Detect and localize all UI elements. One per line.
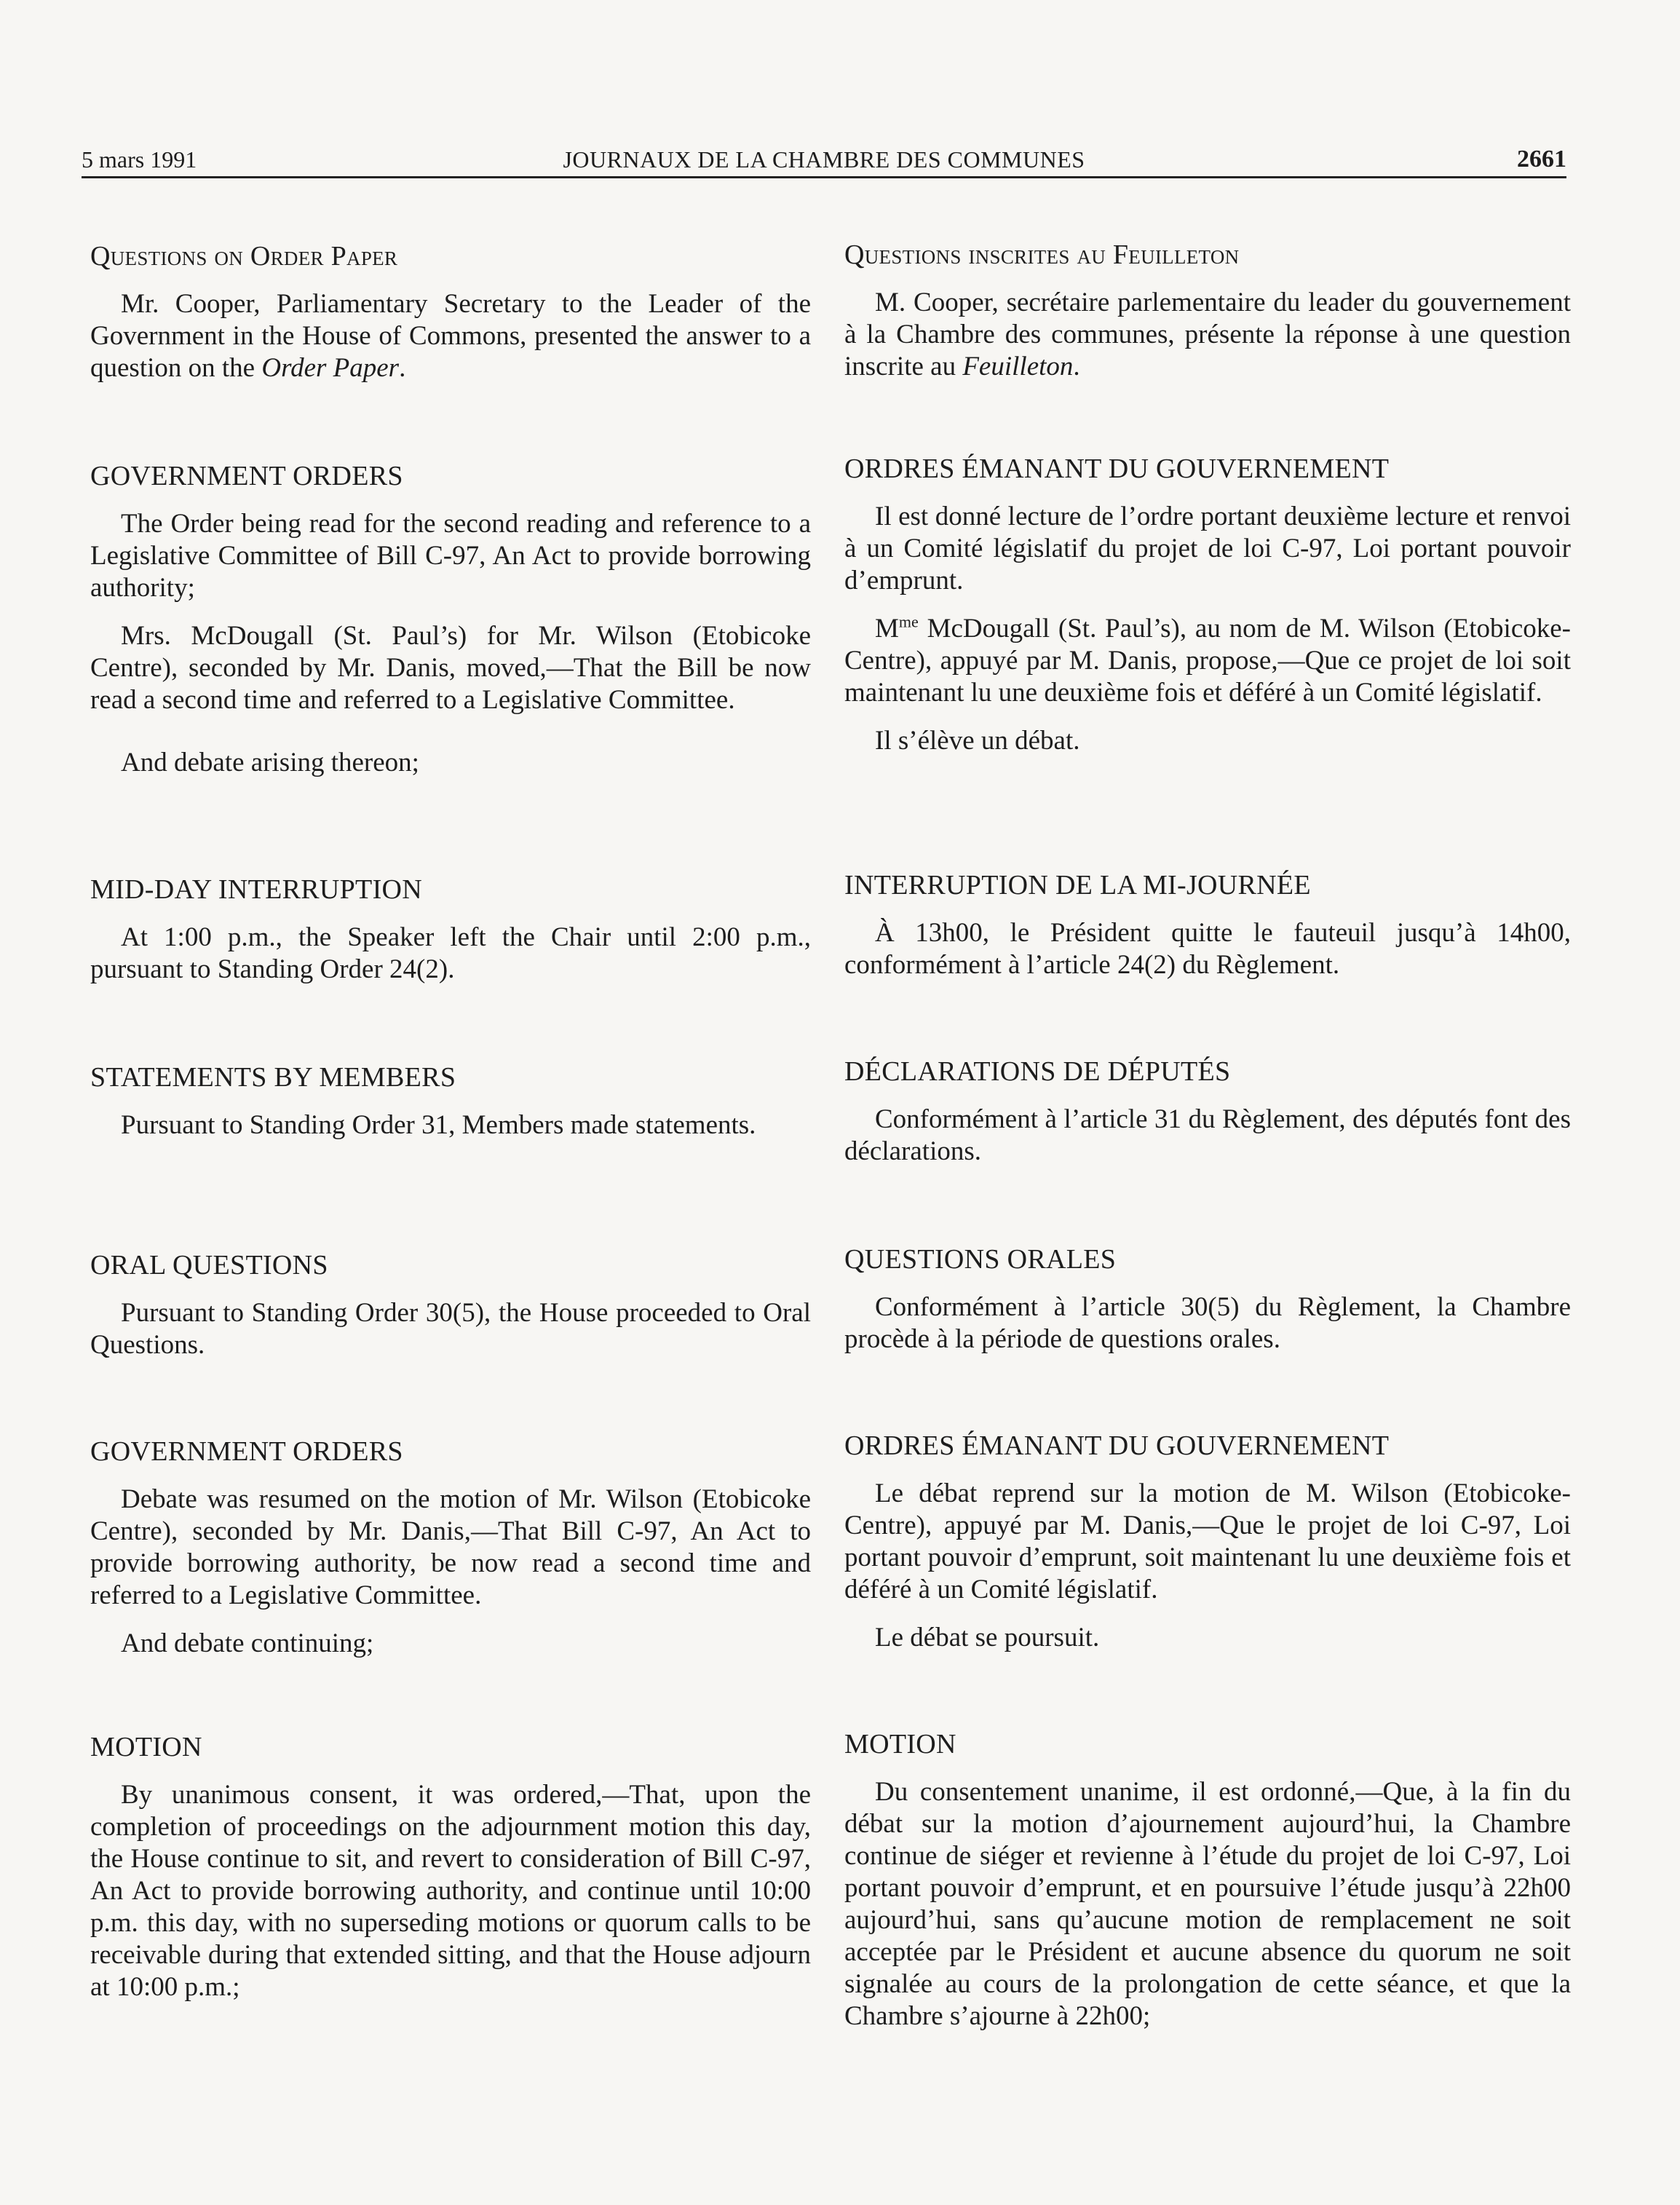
paragraph: Conformément à l’article 30(5) du Règlement, la Chambre procède à la période de questions orales. xyxy=(844,1292,1571,1354)
section-heading: DÉCLARATIONS DE DÉPUTÉS xyxy=(844,1056,1231,1087)
section-heading: Questions on Order Paper xyxy=(90,241,398,272)
header-date: 5 mars 1991 xyxy=(82,146,197,173)
section-government-orders-2 xyxy=(90,1436,811,1676)
paragraph: Il s’élève un débat. xyxy=(875,726,1080,756)
paragraph: At 1:00 p.m., the Speaker left the Chair until 2:00 p.m., pursuant to Standing Order 24(2). xyxy=(90,922,811,984)
paragraph: Conformément à l’article 31 du Règlement, des députés font des déclarations. xyxy=(844,1104,1571,1166)
section-ordres-gouvernement-1 xyxy=(844,453,1571,773)
section-heading: MOTION xyxy=(844,1729,956,1759)
section-statements-by-members xyxy=(90,1061,811,1157)
paragraph: The Order being read for the second reading and reference to a Legislative Committee of Bill C-97, An Act to provide borrowing authority; xyxy=(90,509,811,603)
paragraph: Debate was resumed on the motion of Mr. Wilson (Etobicoke Centre), seconded by Mr. Danis,—That Bill C-97, An Act to provide borrowing authority, be now read a second time and referred to a Legislative Committee. xyxy=(90,1484,811,1610)
section-heading: INTERRUPTION DE LA MI-JOURNÉE xyxy=(844,870,1311,900)
paragraph: Mrs. McDougall (St. Paul’s) for Mr. Wilson (Etobicoke Centre), seconded by Mr. Danis, moved,—That the Bill be now read a second time and referred to a Legislative Committee. xyxy=(90,621,811,715)
paragraph: Il est donné lecture de l’ordre portant deuxième lecture et renvoi à un Comité législatif du projet de loi C-97, Loi portant pouvoir d’emprunt. xyxy=(844,502,1571,595)
section-heading: Questions inscrites au Feuilleton xyxy=(844,239,1240,270)
paragraph: $M^{me}$ McDougall (St. Paul’s), au nom de M. Wilson (Etobicoke-Centre), appuyé par M. Danis, propose,—Que ce projet de loi soit maintenant lu une deuxième fois et déféré à un Comité législatif. xyxy=(844,612,1571,708)
section-motion-fr xyxy=(844,1728,1571,2048)
paragraph: And debate arising thereon; xyxy=(121,748,419,777)
paragraph: M. Cooper, secrétaire parlementaire du leader du gouvernement à la Chambre des communes, présente la réponse à une question inscrite au Feuilleton. xyxy=(844,288,1571,381)
section-heading: ORDRES ÉMANANT DU GOUVERNEMENT xyxy=(844,1430,1390,1461)
header-title: JOURNAUX DE LA CHAMBRE DES COMMUNES xyxy=(563,146,1085,173)
paragraph: By unanimous consent, it was ordered,—That, upon the completion of proceedings on the adjournment motion this day, the House continue to sit, and revert to consideration of Bill C-97, An Act to provide borrowing authority, and continue until 10:00 p.m. this day, with no superseding motions or quorum calls to be receivable during that extended sitting, and that the House adjourn at 10:00 p.m.; xyxy=(90,1780,811,2002)
section-heading: MOTION xyxy=(90,1732,202,1762)
paragraph: Pursuant to Standing Order 31, Members made statements. xyxy=(121,1110,756,1140)
section-ordres-gouvernement-2 xyxy=(844,1430,1571,1670)
paragraph: Mr. Cooper, Parliamentary Secretary to the Leader of the Government in the House of Commons, presented the answer to a question on the Order Paper. xyxy=(90,289,811,383)
section-heading: GOVERNMENT ORDERS xyxy=(90,1436,403,1467)
page-header xyxy=(82,138,1566,178)
section-heading: STATEMENTS BY MEMBERS xyxy=(90,1062,456,1093)
paragraph: Du consentement unanime, il est ordonné,—Que, à la fin du débat sur la motion d’ajournement aujourd’hui, la Chambre continue de siéger et revienne à l’étude du projet de loi C-97, Loi portant pouvoir d’emprunt, et en poursuive l’étude jusqu’à 22h00 aujourd’hui, sans qu’aucune motion de remplacement ne soit acceptée par le Président et aucune absence du quorum ne soit signalée au cours de la prolongation de cette séance, et que la Chambre s’ajourne à 22h00; xyxy=(844,1777,1571,2031)
paragraph: And debate continuing; xyxy=(121,1628,374,1658)
paragraph: Le débat reprend sur la motion de M. Wilson (Etobicoke-Centre), appuyé par M. Danis,—Que le projet de loi C-97, Loi portant pouvoir d’emprunt, soit maintenant lu une deuxième fois et déféré à un Comité législatif. xyxy=(844,1478,1571,1604)
section-questions-orales xyxy=(844,1243,1571,1371)
section-declarations-deputes xyxy=(844,1056,1571,1184)
paragraph: Le débat se poursuit. xyxy=(875,1623,1100,1652)
section-heading: QUESTIONS ORALES xyxy=(844,1244,1117,1275)
paragraph: Pursuant to Standing Order 30(5), the House proceeded to Oral Questions. xyxy=(90,1298,811,1360)
paragraph: À 13h00, le Président quitte le fauteuil jusqu’à 14h00, conformément à l’article 24(2) du Règlement. xyxy=(844,918,1571,980)
section-motion xyxy=(90,1731,811,2019)
section-interruption-mi-journee xyxy=(844,869,1571,997)
section-government-orders-1 xyxy=(90,460,811,795)
section-mid-day-interruption xyxy=(90,874,811,1002)
section-heading: ORDRES ÉMANANT DU GOUVERNEMENT xyxy=(844,454,1390,484)
section-questions-order-paper xyxy=(90,240,811,400)
section-heading: ORAL QUESTIONS xyxy=(90,1250,328,1280)
header-page-number: 2661 xyxy=(1517,146,1566,173)
section-questions-feuilleton xyxy=(844,239,1571,399)
section-heading: MID-DAY INTERRUPTION xyxy=(90,874,423,905)
section-heading: GOVERNMENT ORDERS xyxy=(90,461,403,491)
section-oral-questions xyxy=(90,1249,811,1377)
